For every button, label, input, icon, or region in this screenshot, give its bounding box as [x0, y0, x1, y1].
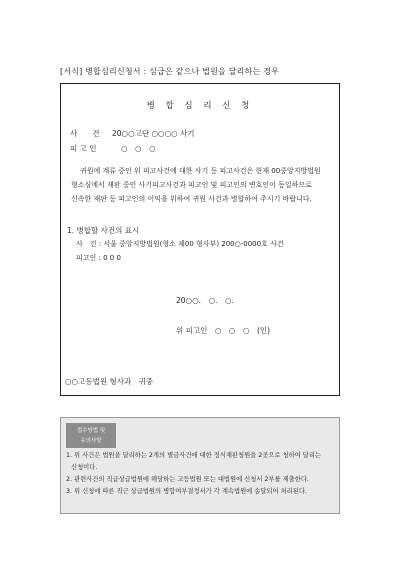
application-form — [60, 83, 340, 396]
merge-case: 사 건 : 서울 중앙지방법원(형소 제00 형사부) 200○-0000호 사건 — [76, 240, 284, 248]
addressee: ○○고등법원 형사과 귀중 — [65, 377, 154, 386]
notice-item-2: 2. 관련사건의 직급상급법원에 해당하는 고등법원 또는 대법원에 신청서 2부를 제출한다. — [66, 476, 309, 483]
body-line-3: 신속한 재판 등 피고인의 이익을 위하여 귀원 사건과 병합하여 주시기 바랍니다. — [71, 195, 312, 203]
notice-item-1: 1. 위 사건은 법원을 달리하는 2개의 별금사건에 대한 정식재판청원을 2곳으로 청하여 달리는 — [66, 452, 322, 459]
signature-line: 위 피고인 ○ ○ ○ (인) — [176, 326, 271, 335]
notice-tab-line-1: 접수방법 및 — [76, 428, 106, 434]
notice-tab-line-2: 유의사항 — [80, 438, 102, 444]
defendant-label: 피 고 인 — [70, 144, 97, 153]
case-label: 사 건 — [70, 129, 100, 138]
merge-defendant: 피고인 : 0 0 0 — [76, 254, 121, 262]
notice-box — [60, 417, 340, 514]
filing-date: 20○○. ○. ○. — [176, 296, 234, 305]
defendant-value: ○ ○ ○ — [121, 144, 156, 153]
notice-tab — [66, 423, 116, 448]
notice-item-1-cont: 신청이다. — [71, 464, 98, 471]
document-heading: [서식] 병합심리신청서 : 심급은 같으나 법원을 달리하는 경우 — [60, 67, 280, 76]
body-line-1: 귀원에 계류 중인 위 피고사건에 대한 사기 등 피고사건은 현재 00중앙지방법원 — [80, 167, 321, 175]
form-title: 병 합 심 리 신 청 — [146, 101, 254, 111]
body-line-2: 형소심에서 재판 중인 사기피고사건과 피고인 및 피고인의 변호인이 동일하므로 — [71, 181, 312, 189]
merge-section-title: 1. 병합할 사건의 표시 — [67, 226, 140, 235]
case-value: 20○○고단 ○○○○ 사기 — [112, 129, 195, 138]
notice-item-3: 3. 위 신청에 따른 직근 상급법원의 병합여부결정서가 각 계속법원에 송달되어 처리된다. — [66, 488, 307, 495]
